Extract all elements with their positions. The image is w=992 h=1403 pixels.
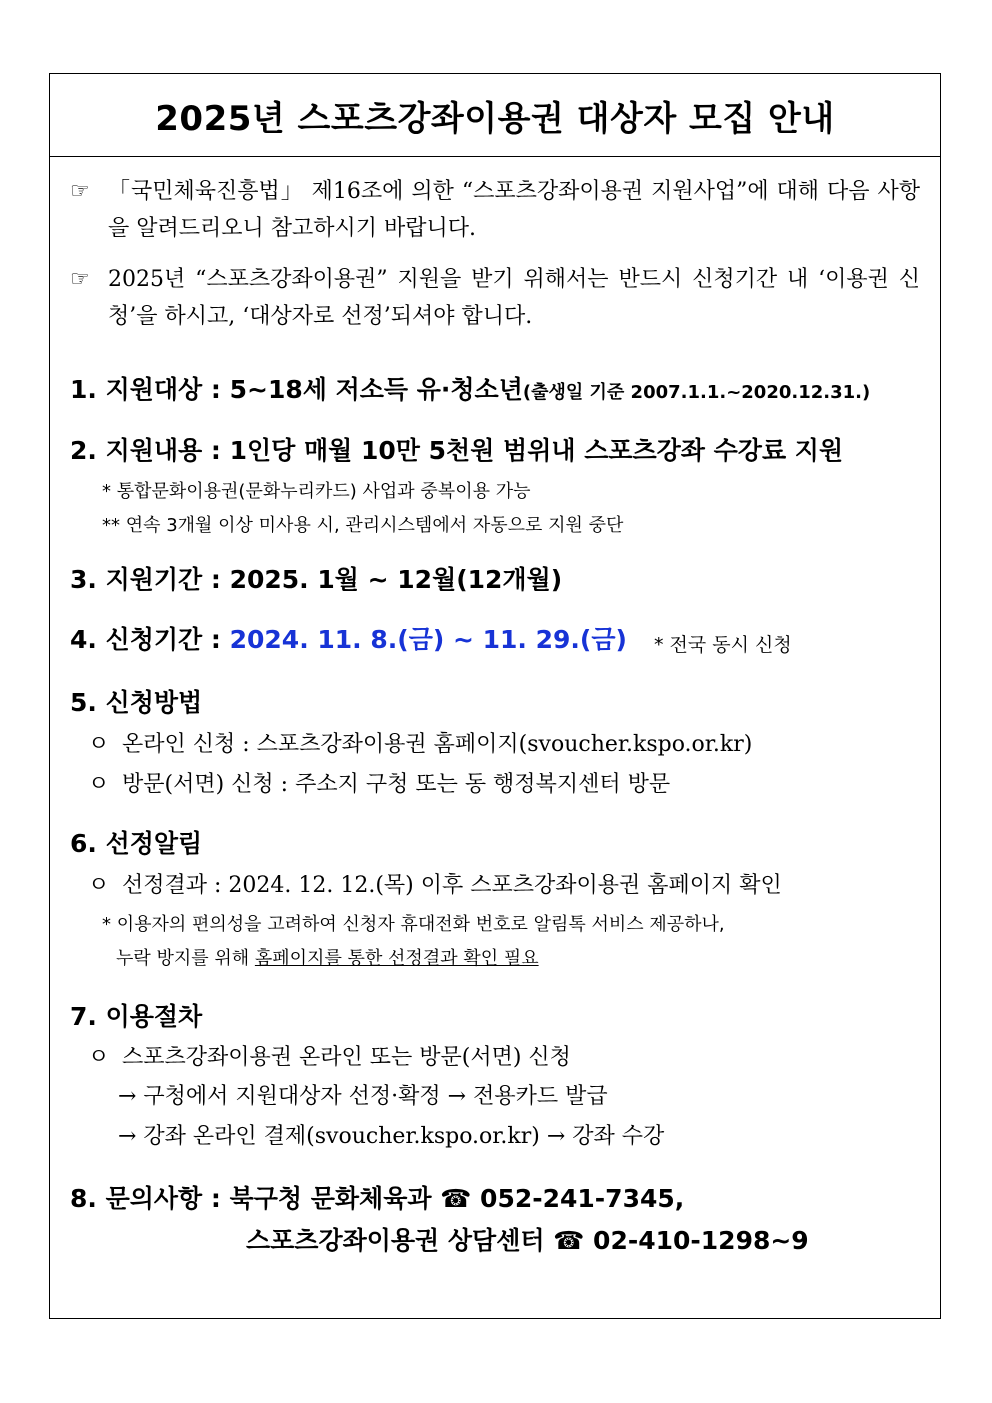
- intro-text-2: 2025년 “스포츠강좌이용권” 지원을 받기 위해서는 반드시 신청기간 내 ‘이용권 신청’을 하시고, ‘대상자로 선정’되셔야 합니다.: [108, 267, 920, 329]
- section-8-line-2: 스포츠강좌이용권 상담센터 ☎ 02-410-1298~9: [246, 1226, 809, 1255]
- section-7-item: [88, 1040, 571, 1071]
- bullet-circle-icon: ㅇ: [88, 873, 110, 898]
- section-2-note-2: ** 연속 3개월 이상 미사용 시, 관리시스템에서 자동으로 지원 중단: [102, 515, 624, 536]
- section-6-note-line-2: [116, 944, 539, 970]
- section-7-item-text: 스포츠강좌이용권 온라인 또는 방문(서면) 신청: [122, 1045, 571, 1070]
- intro-text-1: 「국민체육진흥법」 제16조에 의한 “스포츠강좌이용권 지원사업”에 대해 다음 사항을 알려드리오니 참고하시기 바랍니다.: [108, 179, 920, 241]
- section-5-heading: 5. 신청방법: [70, 688, 203, 717]
- section-4-prefix: 4. 신청기간 :: [70, 625, 230, 654]
- bullet-circle-icon: ㅇ: [88, 732, 110, 757]
- bullet-circle-icon: ㅇ: [88, 1045, 110, 1070]
- section-6-note-plain: 누락 방지를 위해: [116, 948, 255, 969]
- section-7-heading: 7. 이용절차: [70, 1002, 203, 1031]
- notice-frame: [49, 73, 941, 1319]
- bullet-circle-icon: ㅇ: [88, 772, 110, 797]
- section-1-heading: 1. 지원대상 : 5~18세 저소득 유·청소년: [70, 375, 523, 404]
- section-6-note-line-1: * 이용자의 편의성을 고려하여 신청자 휴대전화 번호로 알림톡 서비스 제공하나,: [102, 914, 725, 935]
- section-3-heading: 3. 지원기간 : 2025. 1월 ~ 12월(12개월): [70, 565, 563, 594]
- section-5-item-visit-text: 방문(서면) 신청 : 주소지 구청 또는 동 행정복지센터 방문: [122, 772, 671, 797]
- title-box: [50, 74, 940, 157]
- intro-paragraph-2: [70, 261, 920, 335]
- section-6-item-text: 선정결과 : 2024. 12. 12.(목) 이후 스포츠강좌이용권 홈페이지 확인: [122, 873, 782, 898]
- section-5-item-online-text: 온라인 신청 : 스포츠강좌이용권 홈페이지(svoucher.kspo.or.kr): [122, 732, 753, 757]
- page-title: 2025년 스포츠강좌이용권 대상자 모집 안내: [155, 98, 835, 139]
- section-4-note: * 전국 동시 신청: [654, 634, 792, 656]
- section-1-eligibility: [70, 370, 930, 406]
- section-5-item-visit: [88, 767, 670, 798]
- section-2-note-1: * 통합문화이용권(문화누리카드) 사업과 중복이용 가능: [102, 481, 531, 502]
- pointing-hand-icon: ☞: [70, 267, 90, 292]
- section-8-line-1: 8. 문의사항 : 북구청 문화체육과 ☎ 052-241-7345,: [70, 1184, 685, 1213]
- section-6-item: [88, 868, 782, 899]
- section-1-birth-range: (출생일 기준 2007.1.1.~2020.12.31.): [522, 382, 871, 403]
- pointing-hand-icon: ☞: [70, 179, 90, 204]
- section-7-step-1: → 구청에서 지원대상자 선정·확정 → 전용카드 발급: [118, 1084, 608, 1109]
- section-7-step-2: → 강좌 온라인 결제(svoucher.kspo.or.kr) → 강좌 수강: [118, 1124, 665, 1149]
- section-2-heading: 2. 지원내용 : 1인당 매월 10만 5천원 범위내 스포츠강좌 수강료 지원: [70, 436, 844, 465]
- section-6-heading: 6. 선정알림: [70, 829, 203, 858]
- section-5-item-online: [88, 727, 752, 758]
- section-4-application-period: [70, 620, 930, 656]
- intro-paragraph-1: [70, 173, 920, 247]
- section-4-dates: 2024. 11. 8.(금) ~ 11. 29.(금): [229, 625, 627, 654]
- section-6-note-underlined: 홈페이지를 통한 선정결과 확인 필요: [254, 948, 539, 969]
